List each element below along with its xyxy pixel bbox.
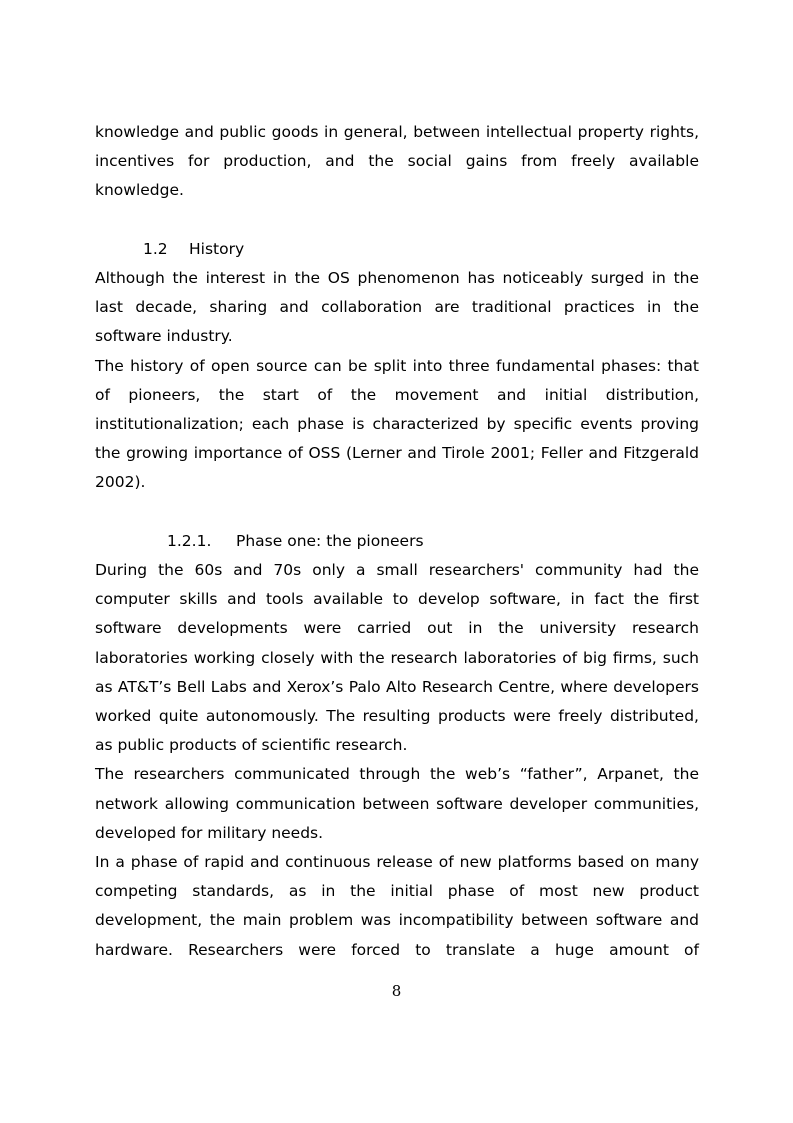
subsection-number: 1.2.1. bbox=[167, 531, 212, 550]
paragraph-intro-tail: knowledge and public goods in general, between intellectual property rights, incentives for production, and the social gains from freely available knowledge. bbox=[95, 123, 699, 200]
section-title: History bbox=[189, 239, 245, 258]
paragraph-pioneers-2: The researchers communicated through the web’s “father”, Arpanet, the network allowing communication between software developer communities, developed for military needs. bbox=[95, 765, 699, 842]
page-body bbox=[95, 118, 699, 965]
spacer bbox=[95, 206, 699, 235]
subsection-title: Phase one: the pioneers bbox=[236, 531, 424, 550]
paragraph-pioneers-1: During the 60s and 70s only a small researchers' community had the computer skills and tools available to develop software, in fact the first software developments were carried out in the university research laboratories working closely with the research laboratories of big firms, such as AT&T’s Bell Labs and Xerox’s Palo Alto Research Centre, where developers worked quite autonomously. The resulting products were freely distributed, as public products of scientific research. bbox=[95, 561, 699, 755]
paragraph-history-2: The history of open source can be split into three fundamental phases: that of pioneers, the start of the movement and initial distribution, institutionalization; each phase is characterized by specific events proving the growing importance of OSS (Lerner and Tirole 2001; Feller and Fitzgerald 2002). bbox=[95, 356, 699, 492]
section-number: 1.2 bbox=[143, 239, 168, 258]
subsection-heading-pioneers bbox=[95, 527, 699, 556]
spacer bbox=[95, 498, 699, 527]
paragraph-pioneers-3: In a phase of rapid and continuous release of new platforms based on many competing standards, as in the initial phase of most new product development, the main problem was incompatibility between software and hardware. Researchers were forced to translate a huge amount of bbox=[95, 853, 699, 959]
paragraph-history-1: Although the interest in the OS phenomenon has noticeably surged in the last decade, sharing and collaboration are traditional practices in the software industry. bbox=[95, 269, 699, 346]
page-number: 8 bbox=[391, 982, 402, 1000]
section-heading-history bbox=[95, 235, 699, 264]
